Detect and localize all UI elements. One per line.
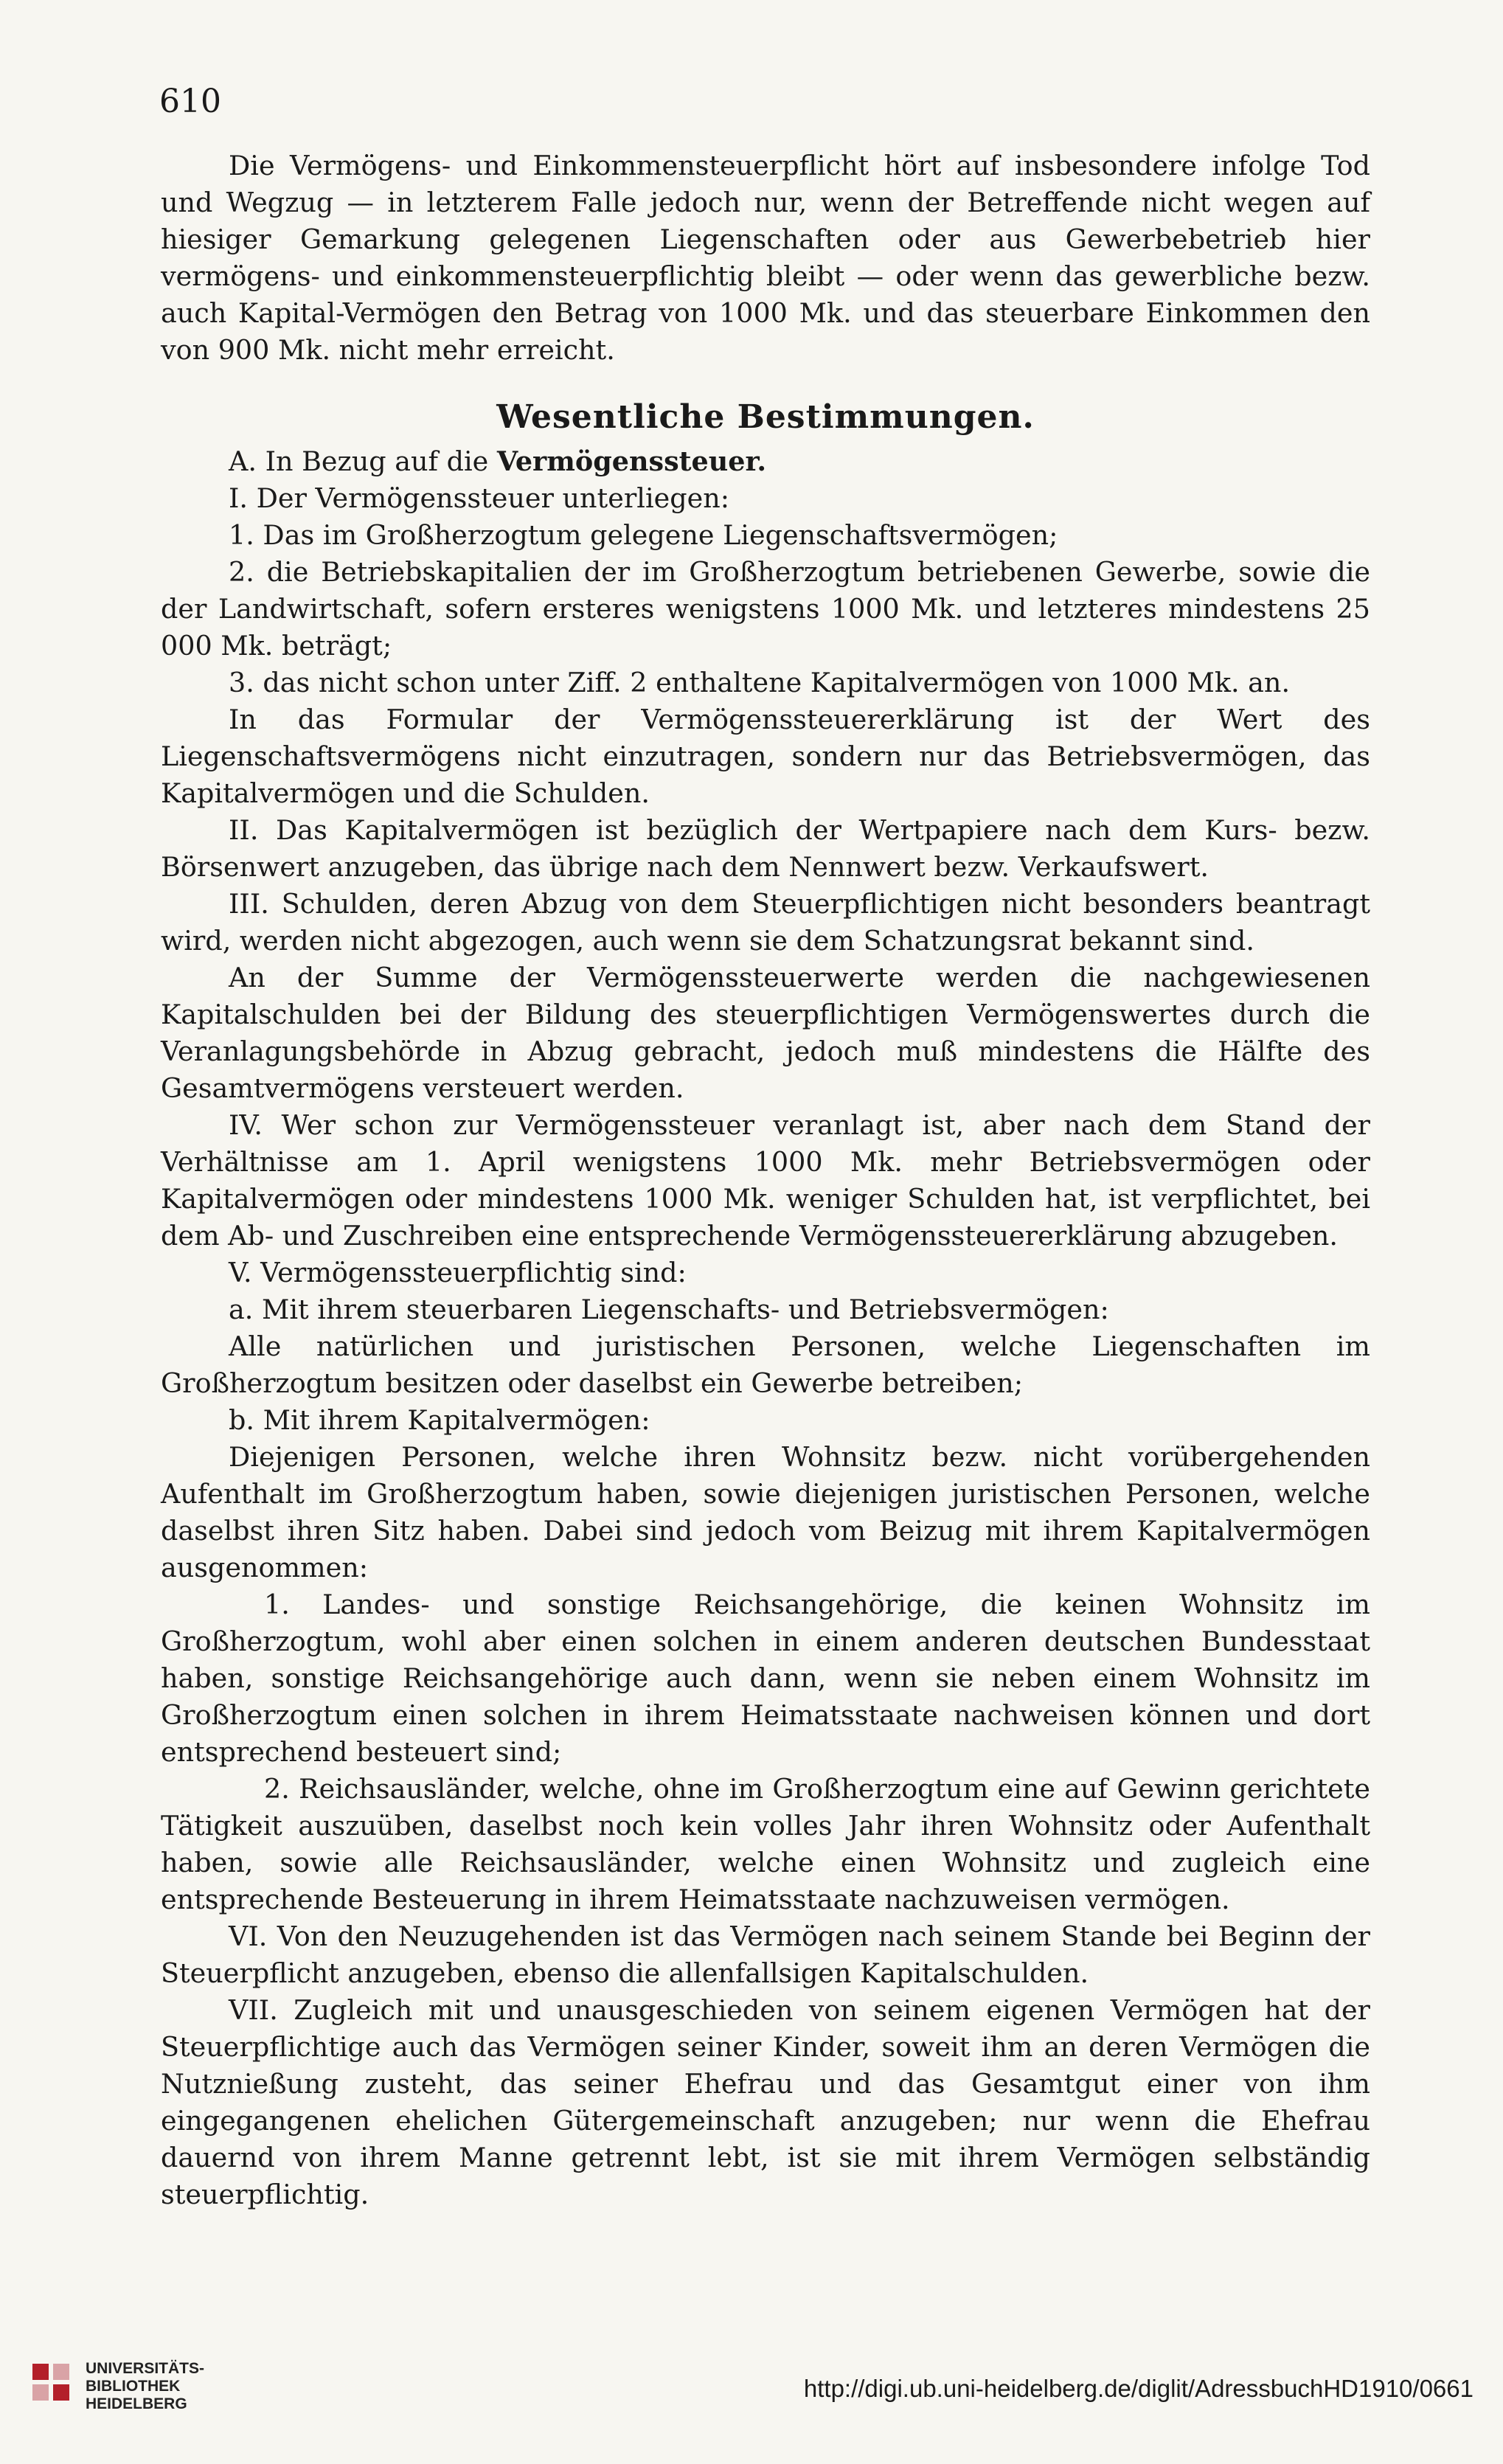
library-logo-text [86, 2360, 204, 2413]
section-v-title: V. Vermögenssteuerpflichtig sind: [229, 1257, 687, 1288]
logo-line-2: BIBLIOTHEK [86, 2378, 181, 2395]
section-a-prefix: A. In Bezug auf die [229, 445, 489, 477]
intro-text: Die Vermögens- und Einkommensteuerpflicht hört auf insbesondere infolge Tod und Wegzug — in letzterem Falle jedoch nur, wenn der Betreffende nicht wegen auf hiesiger Gemarkung gelegenen Liegenschaften oder aus Gewerbebetrieb hier vermögens- und einkommensteuerpflichtig bleibt — oder wenn das gewerbliche bezw. auch Kapital-Vermögen den Betrag von 1000 Mk. und das steuerbare Einkommen den von 900 Mk. nicht mehr erreicht. [161, 150, 1370, 366]
section-vii: VII. Zugleich mit und unausgeschieden von seinem eigenen Vermögen hat der Steuerpflichtige auch das Vermögen seiner Kinder, soweit ihm an deren Vermögen die Nutznießung zusteht, das seiner Ehefrau und das Gesamtgut einer von ihm eingegangenen ehelichen Gütergemeinschaft anzugeben; nur wenn die Ehefrau dauernd von ihrem Manne getrennt lebt, ist sie mit ihrem Vermögen selbständig steuerpflichtig. [161, 1994, 1370, 2210]
section-iv: IV. Wer schon zur Vermögenssteuer veranlagt ist, aber nach dem Stand der Verhältnisse am 1. April wenigstens 1000 Mk. mehr Betriebsvermögen oder Kapitalvermögen oder mindestens 1000 Mk. weniger Schulden hat, ist verpflichtet, bei dem Ab- und Zuschreiben eine entsprechende Vermögenssteuererklärung abzugeben. [161, 1109, 1370, 1252]
section-a-bold: Vermögenssteuer. [496, 445, 767, 477]
section-v-b-item1: 1. Landes- und sonstige Reichsangehörige, die keinen Wohnsitz im Großherzogtum, wohl aber einen solchen in einem anderen deutschen Bundesstaat haben, sonstige Reichsangehörige auch dann, wenn sie neben einem Wohnsitz im Großherzogtum einen solchen in ihrem Heimatsstaate nachweisen können und dort entsprechend besteuert sind; [161, 1589, 1370, 1768]
logo-line-3: HEIDELBERG [86, 2395, 187, 2412]
section-vi: VI. Von den Neuzugehenden ist das Vermögen nach seinem Stande bei Beginn der Steuerpflicht anzugeben, ebenso die allenfallsigen Kapitalschulden. [161, 1920, 1370, 1989]
page-number: 610 [159, 83, 221, 120]
section-heading: Wesentliche Bestimmungen. [496, 398, 1035, 436]
section-v-b-title: b. Mit ihrem Kapitalvermögen: [229, 1404, 650, 1436]
section-v-a-title: a. Mit ihrem steuerbaren Liegenschafts- und Betriebsvermögen: [229, 1294, 1109, 1325]
logo-line-1: UNIVERSITÄTS- [86, 2360, 205, 2377]
section-v-b-item2: 2. Reichsausländer, welche, ohne im Großherzogtum eine auf Gewinn gerichtete Tätigkeit auszuüben, daselbst noch kein volles Jahr ihren Wohnsitz oder Aufenthalt haben, sowie alle Reichsausländer, welche einen Wohnsitz und zugleich eine entsprechende Besteuerung in ihrem Heimatsstaate nachzuweisen vermögen. [161, 1773, 1370, 1915]
intro-paragraph [161, 148, 1370, 369]
section-i-formular: In das Formular der Vermögenssteuererklärung ist der Wert des Liegenschaftsvermögens nicht einzutragen, sondern nur das Betriebsvermögen, das Kapitalvermögen und die Schulden. [161, 704, 1370, 809]
section-i-item2: 2. die Betriebskapitalien der im Großherzogtum betriebenen Gewerbe, sowie die der Landwirtschaft, sofern ersteres wenigstens 1000 Mk. und letzteres mindestens 25 000 Mk. beträgt; [161, 556, 1370, 662]
section-i-title: I. Der Vermögenssteuer unterliegen: [229, 482, 729, 514]
section-v-b-text: Diejenigen Personen, welche ihren Wohnsitz bezw. nicht vorübergehenden Aufenthalt im Großherzogtum haben, sowie diejenigen juristischen Personen, welche daselbst ihren Sitz haben. Dabei sind jedoch vom Beizug mit ihrem Kapitalvermögen ausgenommen: [161, 1441, 1370, 1583]
section-iii-p2: An der Summe der Vermögenssteuerwerte werden die nachgewiesenen Kapitalschulden bei der Bildung des steuerpflichtigen Vermögenswertes durch die Veranlagungsbehörde in Abzug gebracht, jedoch muß mindestens die Hälfte des Gesamtvermögens versteuert werden. [161, 962, 1370, 1104]
section-iii-p1: III. Schulden, deren Abzug von dem Steuerpflichtigen nicht besonders beantragt wird, werden nicht abgezogen, auch wenn sie dem Schatzungsrat bekannt sind. [161, 888, 1370, 957]
section-i-item3: 3. das nicht schon unter Ziff. 2 enthaltene Kapitalvermögen von 1000 Mk. an. [229, 667, 1291, 698]
section-ii: II. Das Kapitalvermögen ist bezüglich der Wertpapiere nach dem Kurs- bezw. Börsenwert anzugeben, das übrige nach dem Nennwert bezw. Verkaufswert. [161, 814, 1370, 883]
source-url[interactable]: http://digi.ub.uni-heidelberg.de/diglit/AdressbuchHD1910/0661 [803, 2375, 1474, 2402]
library-logo [29, 2360, 204, 2413]
library-emblem-icon [29, 2361, 74, 2412]
section-v-a-text: Alle natürlichen und juristischen Personen, welche Liegenschaften im Großherzogtum besitzen oder daselbst ein Gewerbe betreiben; [161, 1330, 1370, 1399]
section-a-title [161, 443, 1370, 480]
main-section [161, 398, 1370, 2213]
section-i-item1: 1. Das im Großherzogtum gelegene Liegenschaftsvermögen; [229, 519, 1058, 551]
